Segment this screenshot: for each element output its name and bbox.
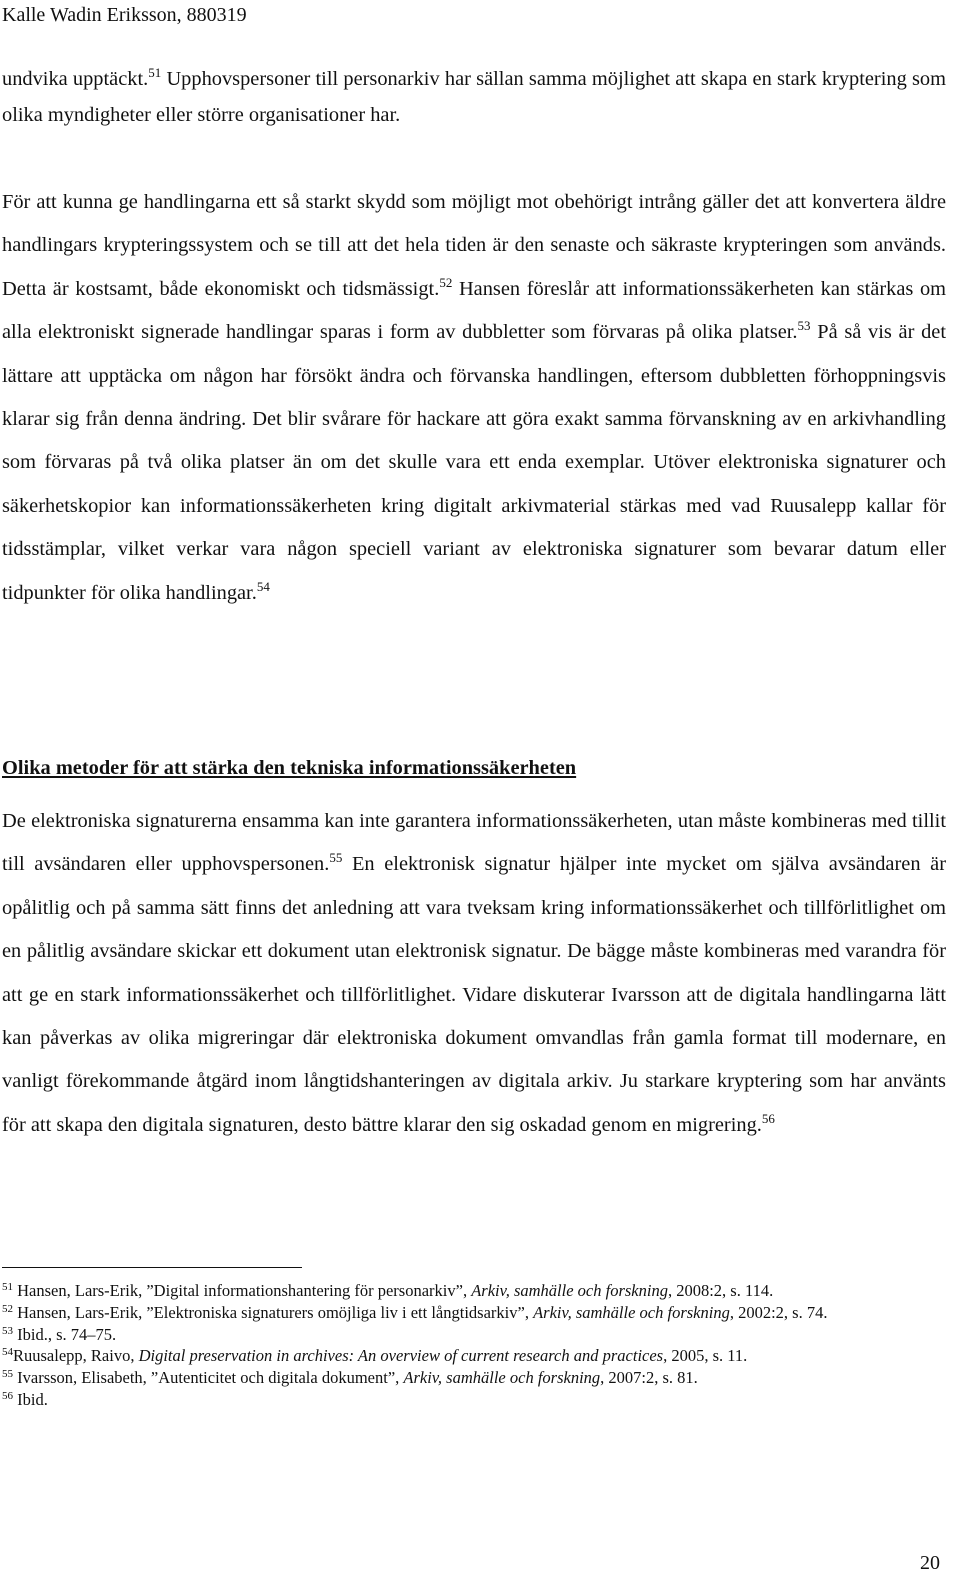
paragraph-3: De elektroniska signaturerna ensamma kan inte garantera informationssäkerheten, utan måste kombineras med tillit till avsändaren eller upphovspersonen.$^{55}$ En elektronisk signatur hjälper inte mycket om själva avsändaren är opålitlig och på samma sätt finns det anledning att vara tveksam kring informationssäkerhet och tillförlitlighet om en pålitlig avsändare skickar ett dokument utan elektronisk signatur. De bägge måste kombineras med varandra för att ge en stark informationssäkerhet och tillförlitlighet. Vidare diskuterar Ivarsson att de digitala handlingarna lätt kan påverkas av olika migreringar där elektroniska dokument omvandlas från gamla format till modernare, en vanligt förekommande åtgärd inom långtidshanteringen av digitala arkiv. Ju starkare kryptering som har använts för att skapa den digitala signaturen, desto bättre klarar den sig oskadad genom en migrering.$^{56}$ (2, 810, 946, 1136)
footnote-ref-51: 51 (148, 65, 162, 80)
footnote-ref-52: 52 (439, 274, 453, 290)
footnote-51: $^{51}$ Hansen, Lars-Erik, ”Digital informationshantering för personarkiv”, Arkiv, samhälle och forskning, 2008:2, s. 114. (2, 1281, 774, 1300)
footnote-separator (2, 1267, 302, 1268)
footnote-55: $^{55}$ Ivarsson, Elisabeth, ”Autenticitet och digitala dokument”, Arkiv, samhälle och forskning, 2007:2, s. 81. (2, 1368, 698, 1388)
footnote-ref-54: 54 (256, 578, 270, 594)
section-heading: Olika metoder för att stärka den tekniska informationssäkerheten (2, 757, 577, 779)
page-number: 20 (920, 1552, 940, 1574)
running-header: Kalle Wadin Eriksson, 880319 (2, 4, 247, 26)
footnote-53: $^{53}$ Ibid., s. 74–75. (2, 1324, 117, 1344)
paragraph-1: undvika upptäckt.$^{51}$ Upphovspersoner till personarkiv har sällan samma möjlighet att skapa en stark kryptering som olika myndigheter eller större organisationer har. (2, 65, 946, 126)
footnotes (2, 1280, 946, 1411)
footnote-52: $^{52}$ Hansen, Lars-Erik, ”Elektroniska signaturers omöjliga liv i ett långtidsarkiv”, Arkiv, samhälle och forskning, 2002:2, s. 74. (2, 1302, 828, 1322)
footnote-54: $^{54}$Ruusalepp, Raivo, Digital preservation in archives: An overview of current research and practices, 2005, s. 11. (2, 1346, 748, 1366)
footnote-ref-56: 56 (761, 1110, 775, 1126)
footnote-ref-53: 53 (797, 318, 811, 334)
footnote-56: $^{56}$ Ibid. (2, 1389, 48, 1409)
paragraph-2: För att kunna ge handlingarna ett så starkt skydd som möjligt mot obehörigt intrång gäller det att konvertera äldre handlingars krypteringssystem och se till att det hela tiden är den senaste och säkraste krypteringen som används. Detta är kostsamt, både ekonomiskt och tidsmässigt.$^{52}$ Hansen föreslår att informationssäkerheten kan stärkas om alla elektroniskt signerade handlingar sparas i form av dubbletter som förvaras på olika platser.$^{53}$ På så vis är det lättare att upptäcka om någon har försökt ändra och förvanska handlingen, eftersom dubbletten förhoppningsvis klarar sig från denna ändring. Det blir svårare för hackare att göra exakt samma förvanskning av en arkivhandling som förvaras på två olika platser än om det skulle vara ett enda exemplar. Utöver elektroniska signaturer och säkerhetskopior kan informationssäkerheten kring digitalt arkivmaterial stärkas med vad Ruusalepp kallar för tidsstämplar, vilket verkar vara någon speciell variant av elektroniska signaturer som bevarar datum eller tidpunkter för olika handlingar.$^{54}$ (2, 191, 946, 604)
footnote-ref-55: 55 (329, 850, 343, 866)
